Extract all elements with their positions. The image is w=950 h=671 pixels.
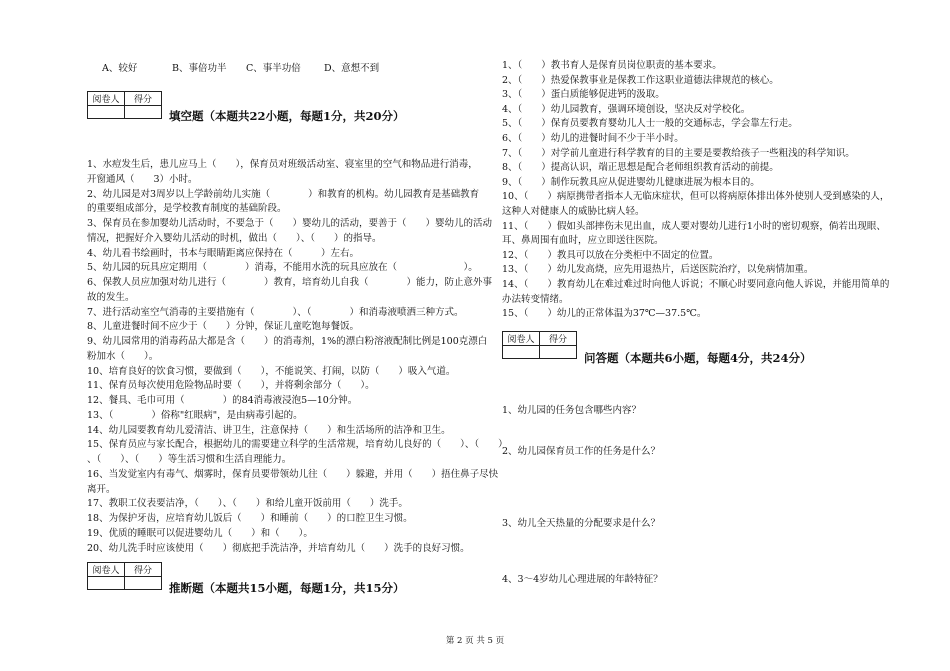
statement-line: 7、（ ）对学前儿童进行科学教育的目的主要是要教给孩子一些粗浅的科学知识。 (502, 147, 855, 159)
question-line: 17、教职工仪表要洁净，（ ）、（ ）和给儿童开饭前用（ ）洗手。 (87, 498, 408, 510)
question-line: 19、优质的睡眠可以促进婴幼儿（ ）和（ ）。 (87, 527, 313, 539)
score-table-judge (87, 562, 162, 590)
score-label: 得分 (540, 332, 577, 346)
question-line: 20、幼儿洗手时应该使用（ ）彻底把手洗洁净，并培育幼儿（ ）洗手的良好习惯。 (87, 542, 470, 554)
option-a: A、较好 (102, 63, 138, 74)
qa-item: 1、幼儿园的任务包含哪些内容？ (502, 405, 642, 416)
question-line: 5、幼儿园的玩具应定期用（ ）消毒，不能用水洗的玩具应放在（ ）。 (87, 262, 478, 274)
option-d: D、意想不到 (324, 63, 380, 74)
fill-section-title: 填空题（本题共22小题，每题1分，共20分） (169, 109, 405, 123)
question-line: 开窗通风（ 3）小时。 (87, 173, 198, 185)
score-label: 得分 (125, 563, 162, 577)
statement-line: 10、（ ）病原携带者指本人无临床症状，但可以将病原体排出体外使别人受到感染的人， (502, 191, 890, 203)
question-line: 9、幼儿园常用的消毒药品大都是含（ ）的消毒剂，1%的漂白粉溶液配制比例是100克漂白 (87, 336, 488, 347)
question-line: 12、餐具、毛巾可用（ ）的84消毒液浸泡5—10分钟。 (87, 395, 358, 406)
judge-section-title: 推断题（本题共15小题，每题1分，共15分） (169, 581, 405, 595)
question-line: 情况，把握好介入婴幼儿活动的时机，做出（ ）、（ ）的指导。 (87, 232, 382, 244)
question-line: 11、保育员每次使用危险物品时要（ ），并将剩余部分（ ）。 (87, 380, 375, 392)
statement-line: 2、（ ）热爱保教事业是保教工作这职业道德法律规范的核心。 (502, 74, 779, 86)
statement-line: 5、（ ）保育员要教育婴幼儿人士一般的交通标志，学会靠左行走。 (502, 118, 798, 130)
statement-line: 4、（ ）幼儿园教育，强调环境创设，坚决反对学校化。 (502, 103, 751, 115)
question-line: 故的发生。 (87, 291, 135, 303)
statement-line: 3、（ ）蛋白质能够促进钙的汲取。 (502, 89, 665, 101)
statement-line: 1、（ ）教书育人是保育员岗位职责的基本要求。 (502, 60, 722, 71)
question-line: 2、幼儿园是对3周岁以上学龄前幼儿实施（ ）和教育的机构。幼儿园教育是基础教育 (87, 188, 480, 200)
question-line: 的重要组成部分，是学校教育制度的基础阶段。 (87, 203, 287, 215)
statement-line: 15、（ ）幼儿的正常体温为37℃—37.5℃。 (502, 308, 707, 320)
question-line: 1、水痘发生后，患儿应马上（ ），保育员对班级活动室、寝室里的空气和物品进行消毒， (87, 159, 478, 170)
question-line: 离开。 (87, 483, 116, 495)
question-line: 粉加水（ ）。 (87, 350, 159, 362)
qa-item: 3、幼儿全天热量的分配要求是什么？ (502, 518, 661, 529)
question-line: 16、当发觉室内有毒气、烟雾时，保育员要带领幼儿往（ ）躲避，并用（ ）捂住鼻子尽快 (87, 468, 499, 480)
qa-section-title: 问答题（本题共6小题，每题4分，共24分） (584, 351, 812, 365)
grader-label: 阅卷人 (88, 92, 125, 106)
statement-line: 6、（ ）幼儿的进餐时间不少于半小时。 (502, 133, 684, 144)
page-footer: 第 2 页 共 5 页 (445, 636, 505, 646)
score-table-fill (87, 91, 162, 119)
statement-line: 14、（ ）教育幼儿在难过难过时向他人诉说；不顺心时要同意向他人诉说，并能用简单的 (502, 279, 890, 290)
question-line: 3、保育员在参加婴幼儿活动时，不要急于（ ）婴幼儿的活动，要善于（ ）婴幼儿的活动 (87, 218, 493, 229)
question-line: 6、保教人员应加强对幼儿进行（ ）教育，培育幼儿自我（ ）能力，防止意外事 (87, 277, 493, 288)
statement-line: 11、（ ）假如头部摔伤未见出血，成人要对婴幼儿进行1小时的密切观察，倘若出现眼、 (502, 220, 886, 232)
score-table-qa (502, 331, 577, 359)
statement-line: 12、（ ）教具可以放在分类柜中不固定的位置。 (502, 249, 719, 261)
grader-label: 阅卷人 (503, 332, 540, 346)
statement-line: 13、（ ）幼儿发高烧，应先用退热片，后送医院治疗，以免病情加重。 (502, 264, 814, 276)
question-line: 18、为保护牙齿，应培育幼儿饭后（ ）和睡前（ ）的口腔卫生习惯。 (87, 513, 413, 524)
question-line: 14、幼儿园要教育幼儿爱清洁、讲卫生，注意保持（ ）和生活场所的洁净和卫生。 (87, 424, 451, 436)
statement-line: 9、（ ）制作玩教具应从促进婴幼儿健康进展为根本目的。 (502, 176, 760, 188)
question-line: 10、培育良好的饮食习惯，要做到（ ），不能说笑、打闹，以防（ ）吸入气道。 (87, 365, 456, 377)
grader-label: 阅卷人 (88, 563, 125, 577)
question-line: 8、儿童进餐时间不应少于（ ）分钟，保证儿童吃饱每餐饭。 (87, 321, 360, 333)
qa-item: 4、3～4岁幼儿心理进展的年龄特征？ (502, 574, 663, 585)
qa-item: 2、幼儿园保育员工作的任务是什么？ (502, 446, 661, 457)
statement-line: 8、（ ）提高认识，端正思想是配合老师组织教育活动的前提。 (502, 162, 779, 174)
question-line: 7、进行活动室空气消毒的主要措施有（ ）、（ ）和消毒液喷洒三种方式。 (87, 306, 464, 318)
question-line: 、（ ）、（ ）等生活习惯和生活自理能力。 (87, 454, 292, 465)
statement-line: 耳、鼻周围有血时，应立即送往医院。 (502, 235, 664, 247)
statement-line: 这种人对健康人的威胁比病人轻。 (502, 206, 645, 217)
statement-line: 办法转变情绪。 (502, 293, 569, 305)
question-line: 15、保育员应与家长配合，根据幼儿的需要建立科学的生活常规，培育幼儿良好的（ ）、（ ） (87, 439, 508, 451)
question-line: 4、幼儿看书绘画时，书本与眼睛距离应保持在（ ）左右。 (87, 247, 360, 259)
score-label: 得分 (125, 92, 162, 106)
option-c: C、事半功倍 (246, 63, 301, 74)
option-b: B、事倍功半 (172, 63, 227, 74)
question-line: 13、（ ）俗称"红眼病"，是由病毒引起的。 (87, 409, 303, 421)
